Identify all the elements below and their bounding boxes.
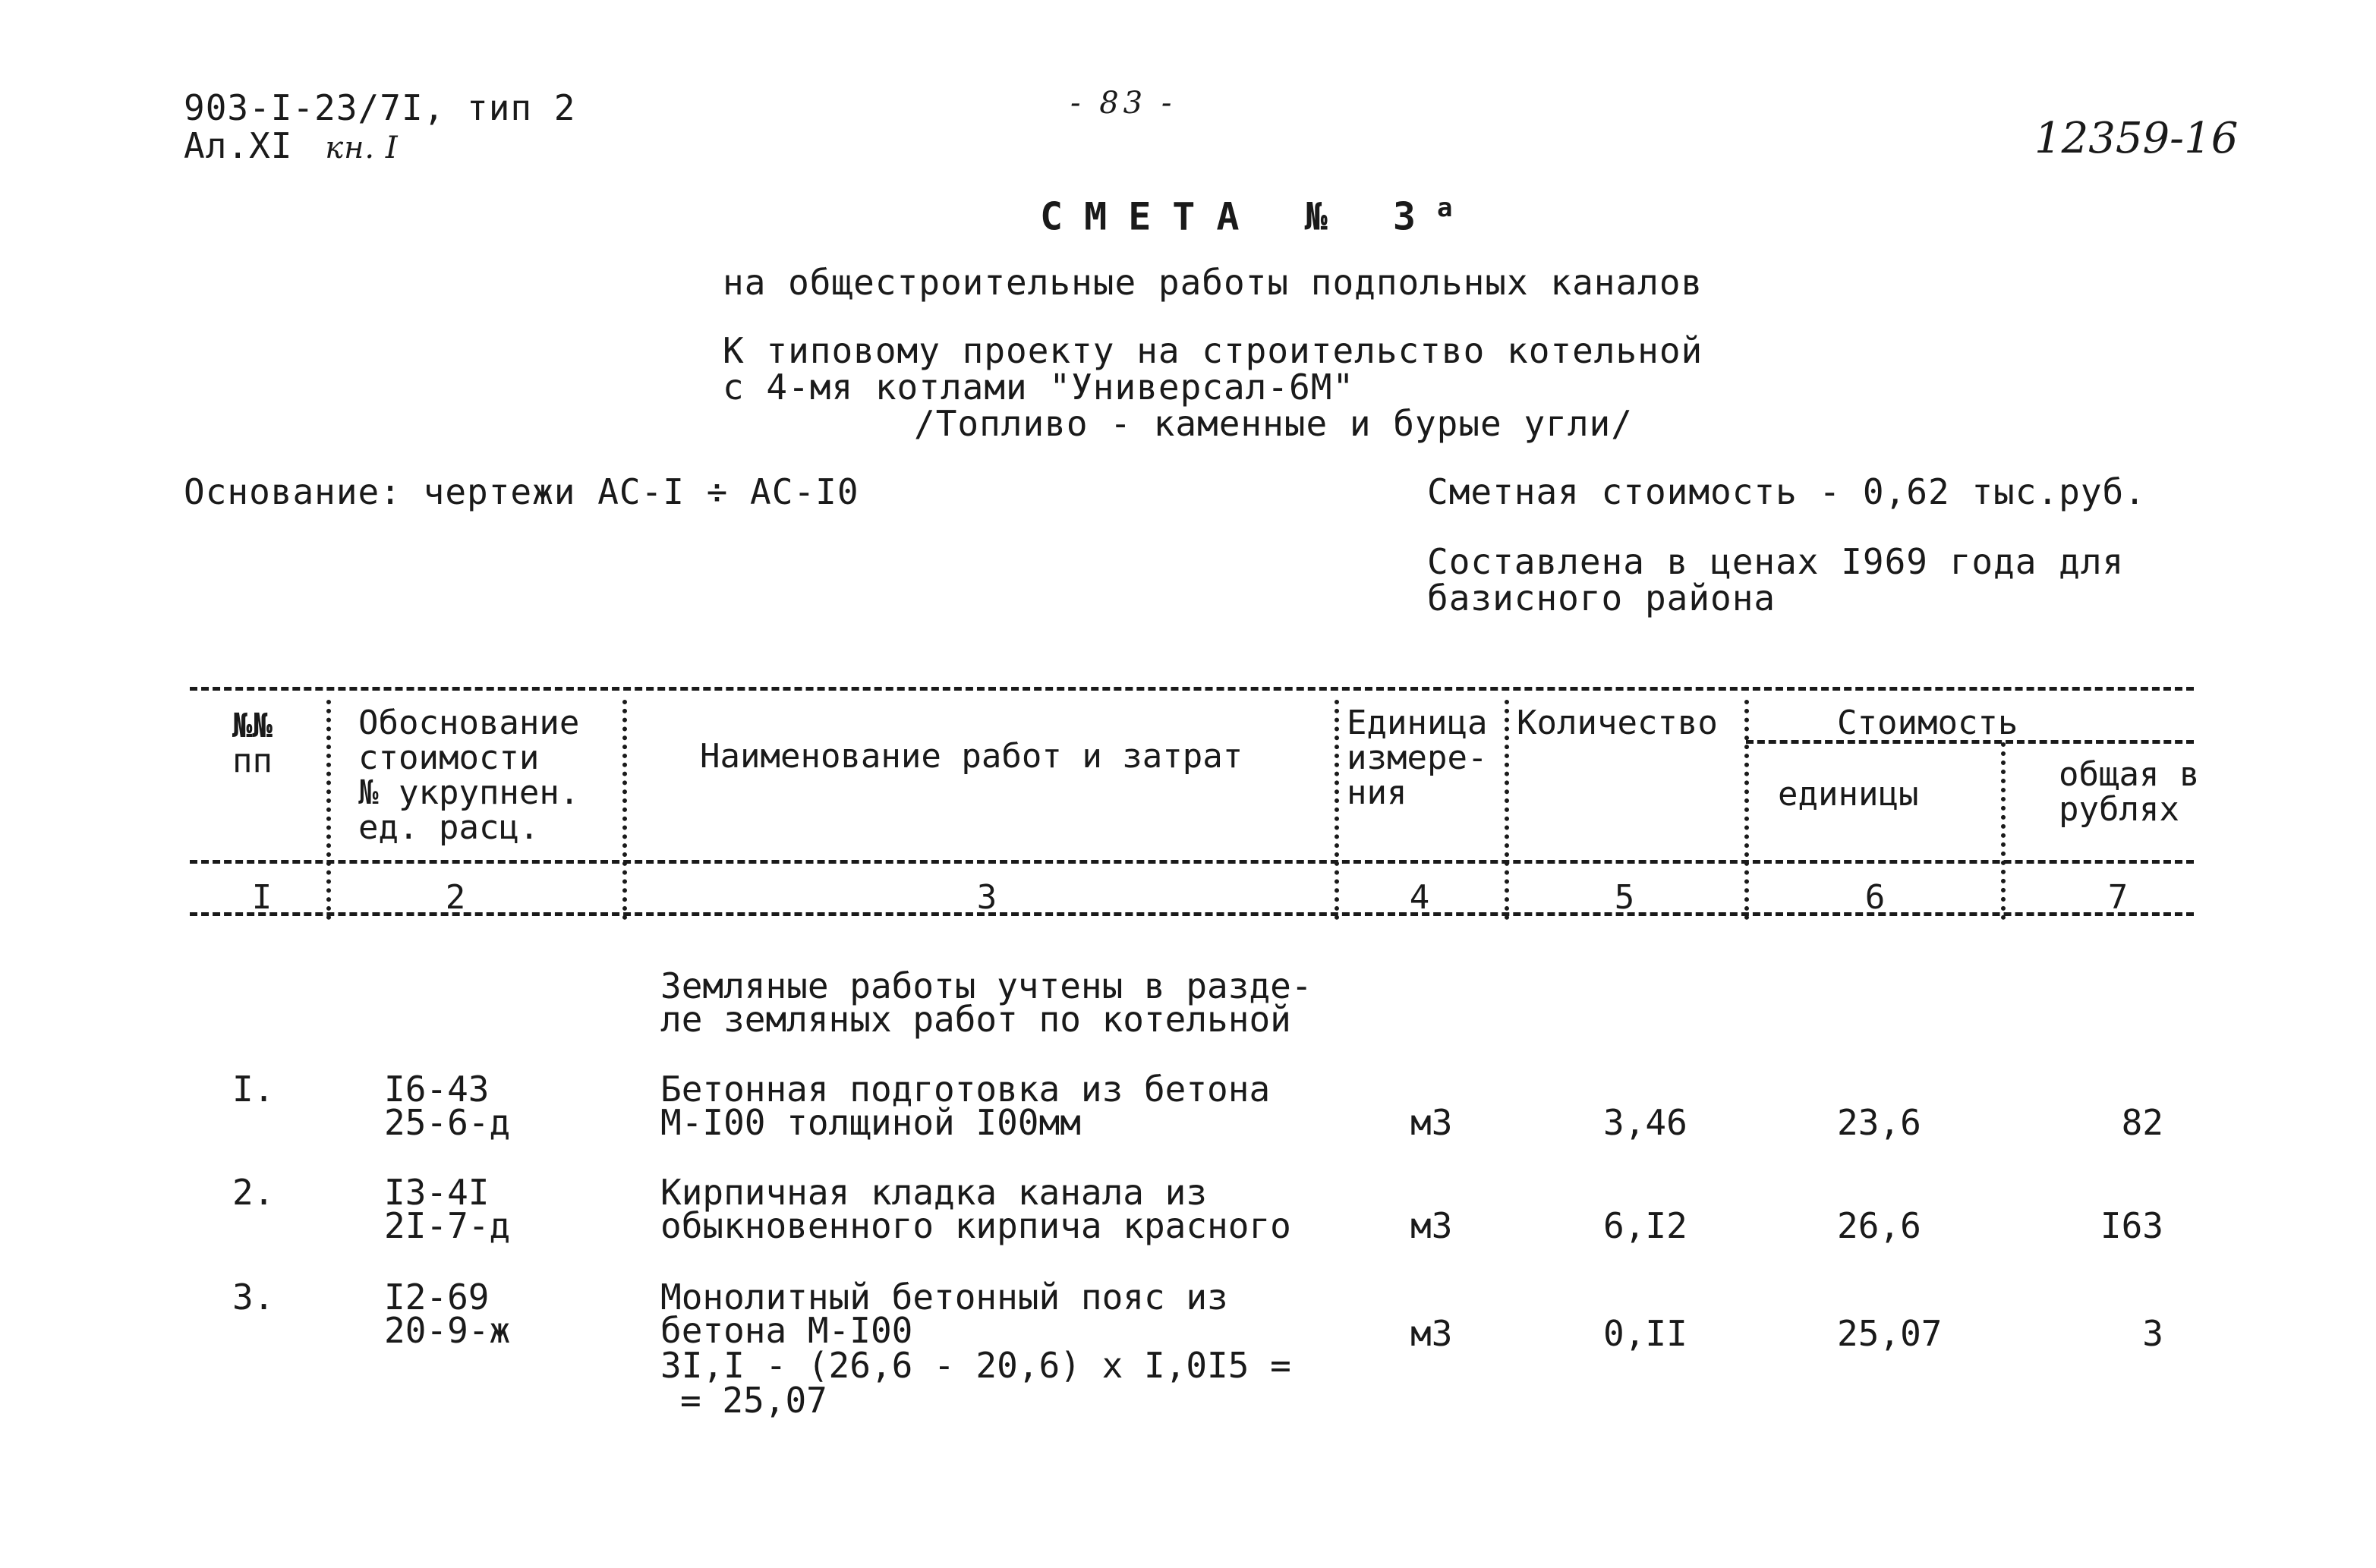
row-name-b: обыкновенного кирпича красного bbox=[660, 1205, 1291, 1246]
row-unit: м3 bbox=[1410, 1313, 1453, 1354]
col-number-5: 5 bbox=[1614, 878, 1635, 917]
col2-header-b: стоимости bbox=[358, 738, 540, 777]
row-number: I. bbox=[232, 1069, 275, 1110]
col6-header: единицы bbox=[1778, 775, 1919, 814]
col2-header-d: ед. расц. bbox=[358, 808, 540, 847]
title-main: СМЕТА № 3 bbox=[1040, 194, 1437, 239]
row-name-d: = 25,07 bbox=[680, 1380, 827, 1421]
col5-header: Количество bbox=[1517, 704, 1718, 742]
row-basis-a: I3-4I bbox=[384, 1172, 490, 1213]
album-number bbox=[184, 125, 399, 166]
row-total: I63 bbox=[2100, 1205, 2163, 1246]
col-sep-6 bbox=[2001, 742, 2006, 920]
col-number-3: 3 bbox=[976, 878, 997, 917]
row-unit-cost: 25,07 bbox=[1837, 1313, 1943, 1354]
album-label: Ал.XI bbox=[184, 125, 293, 166]
row-total: 82 bbox=[2121, 1102, 2163, 1143]
subtitle: на общестроительные работы подпольных каналов bbox=[723, 262, 1703, 303]
row-quantity: 6,I2 bbox=[1603, 1205, 1687, 1246]
page-number: - 83 - bbox=[1070, 86, 1177, 121]
col7-header-b: рублях bbox=[2059, 790, 2179, 829]
row-name-a: Кирпичная кладка канала из bbox=[660, 1172, 1208, 1213]
document-code: 903-I-23/7I, тип 2 bbox=[184, 87, 576, 128]
col2-header-c: № укрупнен. bbox=[358, 773, 580, 812]
cost-group-header: Стоимость bbox=[1837, 704, 2018, 742]
row-name-a: Бетонная подготовка из бетона bbox=[660, 1069, 1271, 1110]
col1-header-a: №№ bbox=[232, 707, 273, 745]
project-line-2: с 4-мя котлами "Универсал-6М" bbox=[723, 367, 1355, 408]
estimated-cost: Сметная стоимость - 0,62 тыс.руб. bbox=[1427, 471, 2146, 512]
row-basis-b: 25-6-д bbox=[384, 1102, 511, 1143]
col-number-4: 4 bbox=[1409, 878, 1430, 917]
row-basis-a: I6-43 bbox=[384, 1069, 490, 1110]
note-line-1: Земляные работы учтены в разде- bbox=[660, 965, 1312, 1006]
row-unit-cost: 23,6 bbox=[1837, 1102, 1921, 1143]
prices-line-1: Составлена в ценах I969 года для bbox=[1427, 541, 2125, 582]
col-number-2: 2 bbox=[445, 878, 466, 917]
col4-header-a: Единица bbox=[1347, 704, 1488, 742]
row-quantity: 3,46 bbox=[1603, 1102, 1687, 1143]
col7-header-a: общая в bbox=[2059, 755, 2200, 794]
row-basis-a: I2-69 bbox=[384, 1277, 490, 1318]
col4-header-c: ния bbox=[1347, 773, 1407, 812]
title-suffix: а bbox=[1436, 193, 1453, 223]
project-line-1: К типовому проекту на строительство котельной bbox=[723, 330, 1703, 371]
col2-header-a: Обоснование bbox=[358, 704, 580, 742]
col-number-6: 6 bbox=[1864, 878, 1886, 917]
row-quantity: 0,II bbox=[1603, 1313, 1687, 1354]
col-sep-3 bbox=[1335, 700, 1339, 920]
prices-line-2: базисного района bbox=[1427, 578, 1776, 619]
col-number-7: 7 bbox=[2107, 878, 2129, 917]
row-number: 2. bbox=[232, 1172, 275, 1213]
header-bottom-rule bbox=[190, 860, 2194, 864]
basis-drawings: Основание: чертежи АС-I ÷ АС-I0 bbox=[184, 471, 859, 512]
row-unit-cost: 26,6 bbox=[1837, 1205, 1921, 1246]
col1-header-b: пп bbox=[232, 741, 273, 780]
inventory-number: 12359-16 bbox=[2034, 114, 2239, 163]
row-unit: м3 bbox=[1410, 1102, 1453, 1143]
row-name-b: бетона М-I00 bbox=[660, 1310, 913, 1351]
row-unit: м3 bbox=[1410, 1205, 1453, 1246]
col4-header-b: измере- bbox=[1347, 738, 1488, 777]
col-number-1: I bbox=[251, 878, 273, 917]
row-total: 3 bbox=[2142, 1313, 2163, 1354]
row-name-b: М-I00 толщиной I00мм bbox=[660, 1102, 1081, 1143]
col3-header: Наименование работ и затрат bbox=[700, 737, 1243, 776]
table-top-rule bbox=[190, 687, 2194, 691]
col-sep-2 bbox=[622, 700, 627, 920]
row-name-a: Монолитный бетонный пояс из bbox=[660, 1277, 1228, 1318]
row-name-c: 3I,I - (26,6 - 20,6) х I,0I5 = bbox=[660, 1345, 1291, 1386]
row-basis-b: 2I-7-д bbox=[384, 1205, 511, 1246]
col-sep-4 bbox=[1505, 700, 1509, 920]
book-number: кн. I bbox=[325, 131, 399, 165]
row-basis-b: 20-9-ж bbox=[384, 1310, 511, 1351]
note-line-2: ле земляных работ по котельной bbox=[660, 999, 1291, 1040]
col-sep-1 bbox=[326, 700, 331, 920]
project-line-3: /Топливо - каменные и бурые угли/ bbox=[914, 403, 1633, 444]
row-number: 3. bbox=[232, 1277, 275, 1318]
col-sep-5 bbox=[1744, 700, 1749, 920]
document-title bbox=[1040, 193, 1452, 239]
